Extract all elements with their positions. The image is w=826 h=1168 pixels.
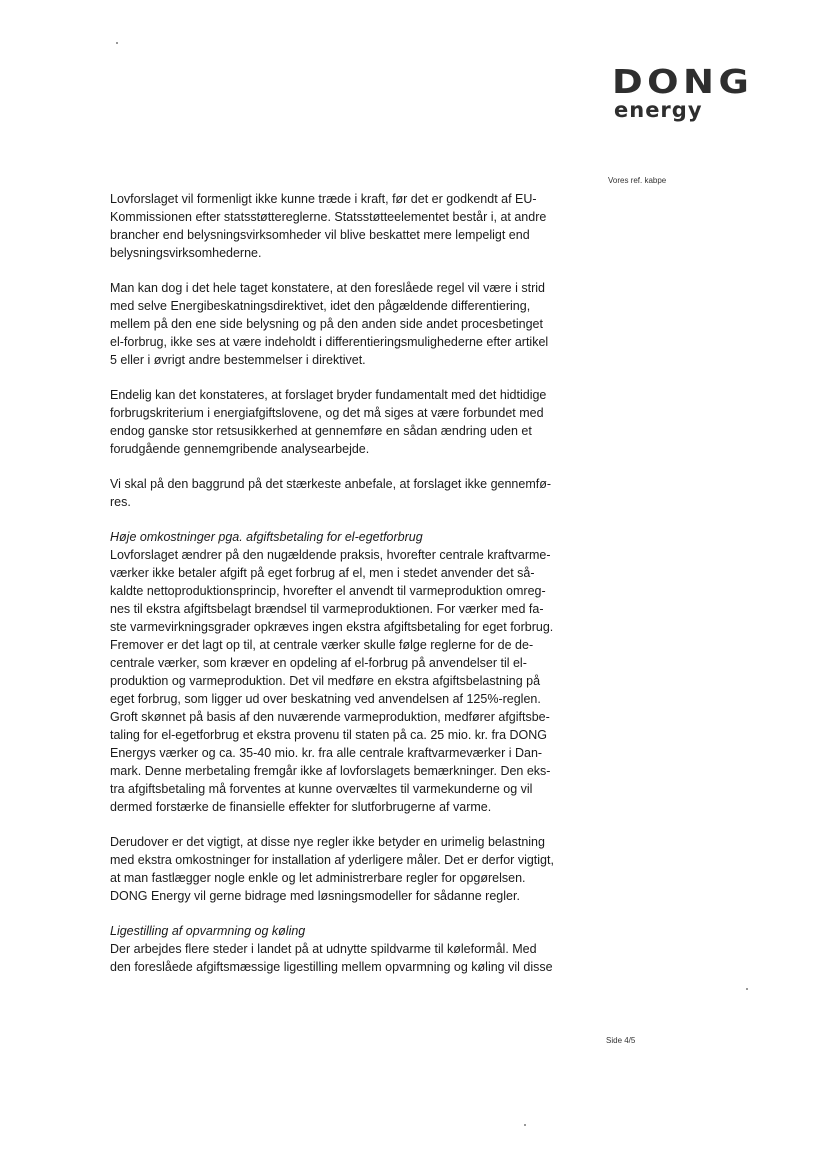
reference-label: Vores ref. kabpe bbox=[608, 176, 667, 185]
scan-speck bbox=[524, 1124, 526, 1126]
paragraph-recommendation: Vi skal på den baggrund på det stærkeste anbefale, at forslaget ikke gennemfø- res. bbox=[110, 477, 552, 509]
section-self-consumption bbox=[110, 528, 596, 816]
paragraph-self-consumption: Lovforslaget ændrer på den nugældende praksis, hvorefter centrale kraftvarme- værker ikke betaler afgift på eget forbrug af el, men i stedet anvender det så- kaldte nettoproduktionsprincip, hvorefter el anvendt til varmeproduktion omreg- nes til ekstra afgiftsbelagt brændsel til varmeproduktionen. For værker med fa- ste varmevirkningsgrader opkræves ingen ekstra afgiftsbetaling for eget forbrug. Fremover er det lagt op til, at centrale værker skulle følge reglerne for de de- centrale værker, som kræver en opdeling af el-forbrug på anvendelser til el- produktion og varmeproduktion. Det vil medføre en ekstra afgiftsbelastning på eget forbrug, som ligger ud over beskatning ved anvendelsen af 125%-reglen. Groft skønnet på basis af den nuværende varmeproduktion, medfører afgiftsbe- taling for el-egetforbrug et ekstra provenu til staten på ca. 25 mio. kr. fra DONG Energys værker og ca. 35-40 mio. kr. fra alle centrale kraftvarmeværker i Dan- mark. Denne merbetaling fremgår ikke af lovforslagets bemærkninger. Den eks- tra afgiftsbetaling må forventes at kunne overvæltes til varmekunderne og vil dermed forstærke de finansielle effekter for slutforbrugerne af varme. bbox=[110, 548, 554, 814]
paragraph-directive-conflict: Man kan dog i det hele taget konstatere, at den foreslåede regel vil være i strid med selve Energibeskatningsdirektivet, idet den pågældende differentiering, mellem på den ene side belysning og på den anden side andet procesbetinget el-forbrug, ikke ses at være indeholdt i differentieringsmulighederne efter artikel 5 eller i øvrigt andre bestemmelser i direktivet. bbox=[110, 281, 549, 367]
paragraph-eu-approval: Lovforslaget vil formenligt ikke kunne træde i kraft, før det er godkendt af EU- Kommissionen efter statsstøttereglerne. Statsstøtteelementet består i, at andre brancher end belysningsvirksomheder vil blive beskattet mere lempeligt end belysningsvirksomhederne. bbox=[110, 192, 547, 260]
scan-speck bbox=[116, 42, 118, 44]
logo-word-dong: DONG bbox=[612, 62, 754, 101]
paragraph-heating-cooling: Der arbejdes flere steder i landet på at udnytte spildvarme til køleformål. Med den foreslåede afgiftsmæssige ligestilling mellem opvarmning og køling vil disse bbox=[110, 942, 553, 974]
paragraph-consumption-criterion: Endelig kan det konstateres, at forslaget bryder fundamentalt med det hidtidige forbrugskriterium i energiafgiftslovene, og det må siges at være forbundet med endog ganske stor retsusikkerhed at gennemføre en sådan ændring uden et forudgående gennemgribende analysearbejde. bbox=[110, 388, 547, 456]
section-heating-cooling bbox=[110, 922, 596, 976]
scan-speck bbox=[746, 988, 748, 990]
heading-heating-cooling: Ligestilling af opvarmning og køling bbox=[110, 924, 306, 938]
paragraph-meter-costs: Derudover er det vigtigt, at disse nye regler ikke betyder en urimelig belastning med ekstra omkostninger for installation af yderligere måler. Det er derfor vigtigt, at man fastlægger nogle enkle og let administrerbare regler for opgørelsen. DONG Energy vil gerne bidrage med løsningsmodeller for sådanne regler. bbox=[110, 835, 554, 903]
logo-word-energy: energy bbox=[614, 98, 703, 122]
letter-body bbox=[110, 190, 596, 993]
dong-energy-logo bbox=[612, 62, 772, 122]
heading-self-consumption: Høje omkostninger pga. afgiftsbetaling for el-egetforbrug bbox=[110, 530, 423, 544]
page-number: Side 4/5 bbox=[606, 1036, 636, 1045]
